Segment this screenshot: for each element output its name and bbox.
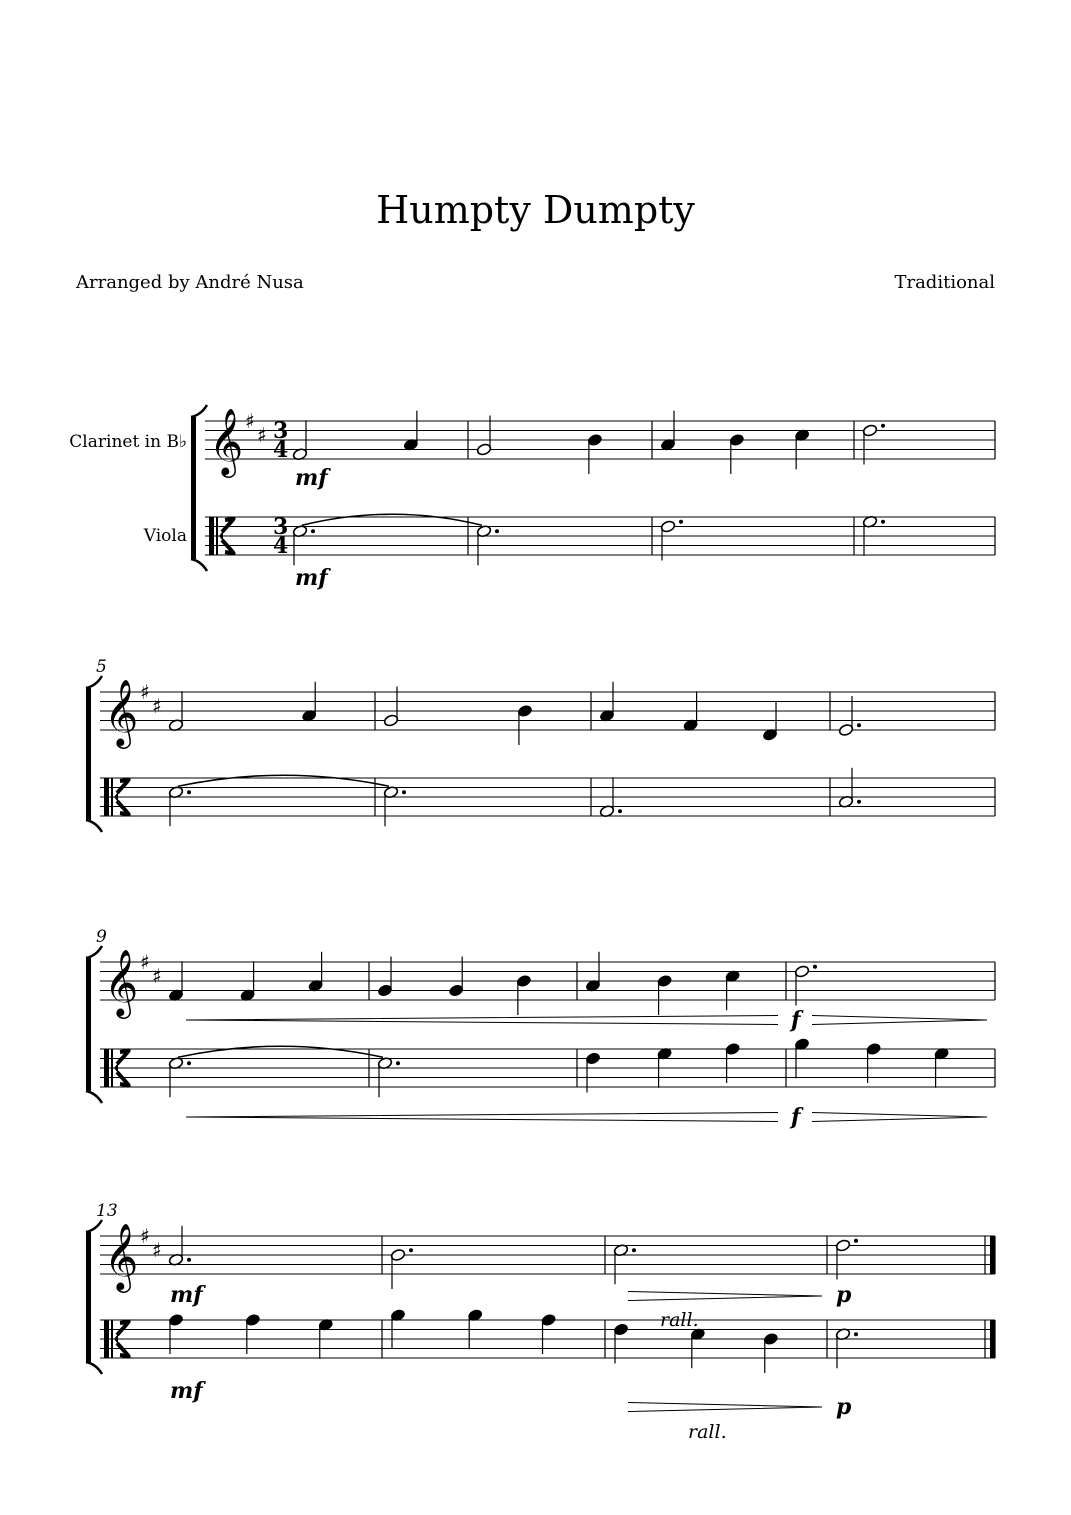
note (599, 777, 622, 818)
measure-number: 5 (96, 657, 107, 677)
tie (302, 514, 482, 525)
note (866, 1042, 882, 1083)
clef-bar (104, 778, 109, 816)
viola-staff (100, 1320, 995, 1358)
treble-clef-icon: 𝄞 (104, 948, 139, 1016)
sharp-icon: ♯ (152, 1238, 162, 1262)
augmentation-dot (495, 529, 499, 533)
note (835, 1239, 858, 1280)
diminuendo-hairpin (812, 1016, 987, 1025)
note (660, 520, 683, 561)
note (476, 416, 492, 457)
note (729, 433, 745, 474)
bracket-hook (191, 405, 207, 417)
bracket-hook (86, 1220, 102, 1232)
crescendo-hairpin (186, 1016, 778, 1025)
note (657, 974, 673, 1015)
clef-notch (114, 1334, 118, 1344)
augmentation-dot (679, 520, 683, 524)
augmentation-dot (854, 1332, 858, 1336)
note (383, 786, 406, 827)
tie (178, 775, 389, 786)
dynamic-f: f (791, 1007, 801, 1033)
bracket-hook (86, 1362, 102, 1374)
score-title: Humpty Dumpty (376, 188, 695, 232)
note (383, 687, 399, 728)
sharp-icon: ♯ (140, 1224, 150, 1248)
augmentation-dot (618, 809, 622, 813)
note (168, 691, 184, 732)
treble-clef-icon: 𝄞 (104, 1222, 139, 1290)
system-bracket (86, 1220, 102, 1374)
note (683, 691, 699, 732)
sharp-icon: ♯ (140, 680, 150, 704)
note (517, 704, 533, 745)
note (934, 1047, 950, 1088)
system-bracket (86, 676, 102, 832)
rallentando-mark: rall. (688, 1421, 727, 1443)
augmentation-dot (396, 1061, 400, 1065)
dynamic-p: p (836, 1394, 852, 1420)
note (377, 1057, 400, 1098)
diminuendo-hairpin (812, 1113, 987, 1122)
note (599, 682, 615, 723)
note (301, 682, 317, 723)
treble-clef-icon: 𝄞 (104, 678, 139, 746)
viola-staff (100, 1049, 995, 1087)
note (516, 974, 532, 1015)
note (838, 768, 861, 809)
note (476, 525, 499, 566)
crescendo-hairpin (186, 1113, 778, 1122)
note (585, 952, 601, 993)
measure-number: 13 (96, 1201, 118, 1221)
note (725, 970, 741, 1011)
bracket-hook (86, 676, 102, 688)
bracket-hook (86, 1091, 102, 1103)
augmentation-dot (881, 520, 885, 524)
clarinet-staff (100, 1236, 995, 1274)
note (168, 1313, 184, 1354)
clef-bar (104, 1320, 109, 1358)
augmentation-dot (632, 1248, 636, 1252)
note (862, 515, 885, 556)
note (725, 1042, 741, 1083)
clef-bar (104, 1049, 109, 1087)
bracket-hook (191, 559, 207, 571)
note (541, 1313, 557, 1354)
time-signature-top: 3 (273, 418, 289, 444)
note (585, 1052, 601, 1093)
measure-number: 9 (96, 927, 107, 947)
note (240, 961, 256, 1002)
clef-bar (111, 1049, 113, 1087)
augmentation-dot (402, 790, 406, 794)
note (377, 957, 393, 998)
time-signature-bottom: 4 (273, 437, 289, 463)
augmentation-dot (187, 1258, 191, 1262)
sharp-icon: ♯ (257, 423, 267, 447)
note (794, 429, 810, 470)
note (308, 952, 324, 993)
diminuendo-hairpin (628, 1292, 822, 1301)
system-bracket (191, 405, 207, 571)
clef-notch (114, 792, 118, 802)
viola-staff (100, 778, 995, 816)
time-signature-bottom: 4 (273, 533, 289, 559)
sharp-icon: ♯ (152, 694, 162, 718)
augmentation-dot (409, 1248, 413, 1252)
note (862, 424, 885, 465)
augmentation-dot (311, 529, 315, 533)
augmentation-dot (857, 800, 861, 804)
clef-notch (114, 1063, 118, 1073)
note (794, 965, 817, 1006)
dynamic-mf: mf (295, 465, 328, 491)
note (690, 1328, 706, 1369)
note (587, 433, 603, 474)
note (613, 1244, 636, 1285)
note (168, 961, 184, 1002)
dynamic-mf: mf (295, 565, 328, 591)
note (763, 1332, 779, 1373)
clef-notch (219, 531, 223, 541)
note (660, 411, 676, 452)
augmentation-dot (854, 1239, 858, 1243)
composer-credit: Traditional (894, 272, 995, 293)
dynamic-mf: mf (170, 1282, 203, 1308)
note (794, 1038, 810, 1079)
note (168, 786, 191, 827)
bracket-hook (86, 820, 102, 832)
note (390, 1248, 413, 1289)
arranger-credit: Arranged by André Nusa (76, 272, 304, 293)
sharp-icon: ♯ (245, 409, 255, 433)
note (838, 696, 861, 737)
dynamic-p: p (836, 1282, 852, 1308)
clef-bar (216, 517, 218, 555)
rallentando-mark: rall. (660, 1309, 699, 1331)
note (168, 1226, 191, 1267)
augmentation-dot (187, 790, 191, 794)
note (292, 420, 308, 461)
treble-clef-icon: 𝄞 (209, 407, 244, 475)
final-barline (990, 1236, 995, 1274)
augmentation-dot (857, 723, 861, 727)
time-signature-top: 3 (273, 514, 289, 540)
instrument-clarinet: Clarinet in B♭ (69, 432, 187, 452)
note (657, 1047, 673, 1088)
clef-bar (111, 1320, 113, 1358)
clef-bar (209, 517, 214, 555)
tie (178, 1046, 383, 1057)
bracket-bar (191, 417, 196, 559)
note (403, 411, 419, 452)
note (762, 701, 778, 742)
dynamic-f: f (791, 1104, 801, 1130)
system-bracket (86, 946, 102, 1103)
diminuendo-hairpin (628, 1403, 822, 1412)
note (835, 1328, 858, 1369)
clef-bar (111, 778, 113, 816)
final-barline (990, 1320, 995, 1358)
bracket-bar (86, 958, 91, 1091)
augmentation-dot (187, 1061, 191, 1065)
bracket-bar (86, 1232, 91, 1362)
sharp-icon: ♯ (152, 964, 162, 988)
note (168, 1057, 191, 1098)
clarinet-staff (100, 962, 995, 1000)
dynamic-mf: mf (170, 1378, 203, 1404)
sharp-icon: ♯ (140, 950, 150, 974)
note (318, 1318, 334, 1359)
augmentation-dot (813, 965, 817, 969)
note (448, 957, 464, 998)
bracket-bar (86, 688, 91, 820)
note (292, 525, 315, 566)
note (467, 1309, 483, 1350)
bracket-hook (86, 946, 102, 958)
note (245, 1313, 261, 1354)
note (390, 1309, 406, 1350)
augmentation-dot (881, 424, 885, 428)
instrument-viola: Viola (143, 526, 187, 546)
note (613, 1323, 629, 1364)
